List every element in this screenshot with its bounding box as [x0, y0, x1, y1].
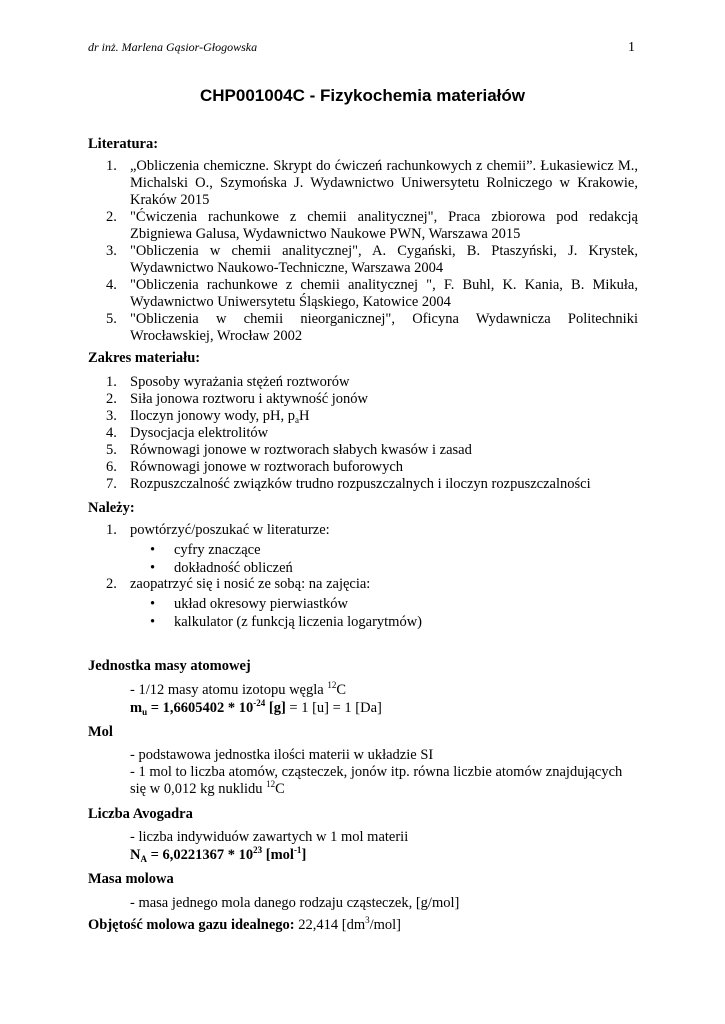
- masa-heading: Masa molowa: [88, 871, 174, 887]
- nalezy-bullets-2: [150, 595, 422, 631]
- list-item: 3. "Obliczenia w chemii analitycznej", A. Cygański, B. Ptaszyński, J. Krystek, Wydawnictwo Naukowo-Techniczne, Warszawa 2004: [106, 243, 638, 276]
- avogadro-heading: Liczba Avogadra: [88, 806, 193, 822]
- list-item: 2. Siła jonowa roztworu i aktywność jonów: [106, 391, 369, 407]
- mol-line-3: się w 0,012 kg nuklidu $^{12}$C: [130, 779, 285, 797]
- list-item: 5. "Obliczenia w chemii nieorganicznej", Oficyna Wydawnicza Politechniki Wrocławskiej, Wrocław 2002: [106, 311, 638, 344]
- bullet-icon: •: [150, 542, 156, 558]
- list-item: • dokładność obliczeń: [150, 560, 293, 576]
- list-item: 4. Dysocjacja elektrolitów: [106, 425, 269, 441]
- masa-definition: - masa jednego mola danego rodzaju cząsteczek, [g/mol]: [130, 895, 460, 911]
- list-item: • cyfry znaczące: [150, 542, 261, 558]
- avogadro-definition: - liczba indywiduów zawartych w 1 mol materii: [130, 829, 409, 845]
- nalezy-item-2: 2. zaopatrzyć się i nosić ze sobą: na zajęcia:: [106, 576, 371, 592]
- nalezy-item-1: 1. powtórzyć/poszukać w literaturze:: [106, 522, 330, 538]
- mol-heading: Mol: [88, 724, 113, 740]
- literatura-heading: Literatura:: [88, 136, 159, 152]
- list-item: 7. Rozpuszczalność związków trudno rozpuszczalnych i iloczyn rozpuszczalności: [106, 476, 591, 492]
- bullet-icon: •: [150, 560, 156, 576]
- objetosc-line: Objętość molowa gazu idealnego: 22,414 $[dm^3/mol]$: [88, 915, 402, 933]
- bullet-icon: •: [150, 596, 156, 612]
- list-item: • układ okresowy pierwiastków: [150, 596, 348, 612]
- page-number: 1: [628, 40, 635, 55]
- list-item: 1. Sposoby wyrażania stężeń roztworów: [106, 374, 350, 390]
- jednostka-formula: $m_u = 1,6605402 * 10^{-24}$ [g] = 1 [u] = 1 [Da]: [130, 698, 382, 717]
- nalezy-heading: Należy:: [88, 500, 135, 516]
- list-item: 2. "Ćwiczenia rachunkowe z chemii analitycznej", Praca zbiorowa pod redakcją Zbigniewa Galusa, Wydawnictwo Naukowe PWN, Warszawa 2015: [106, 209, 638, 242]
- avogadro-formula: $N_A = 6,0221367 * 10^{23}$ [mol$^{-1}$]: [130, 845, 307, 864]
- literatura-list: [106, 158, 638, 345]
- list-item: 3. Iloczyn jonowy wody, pH, $p_aH$: [106, 408, 310, 425]
- jednostka-heading: Jednostka masy atomowej: [88, 658, 251, 674]
- mol-line-2: - 1 mol to liczba atomów, cząsteczek, jonów itp. równa liczbie atomów znajdujących: [130, 764, 623, 780]
- zakres-heading: Zakres materiału:: [88, 350, 201, 366]
- nalezy-bullets-1: [150, 541, 293, 577]
- document-title: CHP001004C - Fizykochemia materiałów: [199, 86, 526, 105]
- list-item: 5. Równowagi jonowe w roztworach słabych kwasów i zasad: [106, 442, 472, 458]
- list-item: 4. "Obliczenia rachunkowe z chemii analitycznej ", F. Buhl, K. Kania, B. Mikuła, Wydawnictwo Uniwersytetu Śląskiego, Katowice 2004: [106, 277, 638, 310]
- zakres-list: [106, 374, 638, 493]
- bullet-icon: •: [150, 614, 156, 630]
- list-item: 1. „Obliczenia chemiczne. Skrypt do ćwiczeń rachunkowych z chemii”. Łukasiewicz M., Michalski O., Szymońska J. Wydawnictwo Uniwersytetu Rolniczego w Krakowie, Kraków 2015: [106, 158, 638, 208]
- header-author: dr inż. Marlena Gąsior-Głogowska: [88, 40, 258, 54]
- jednostka-definition: - 1/12 masy atomu izotopu węgla $^{12}$C: [130, 680, 346, 698]
- mol-line-1: - podstawowa jednostka ilości materii w układzie SI: [130, 747, 434, 763]
- list-item: • kalkulator (z funkcją liczenia logarytmów): [150, 614, 423, 630]
- list-item: 6. Równowagi jonowe w roztworach buforowych: [106, 459, 404, 475]
